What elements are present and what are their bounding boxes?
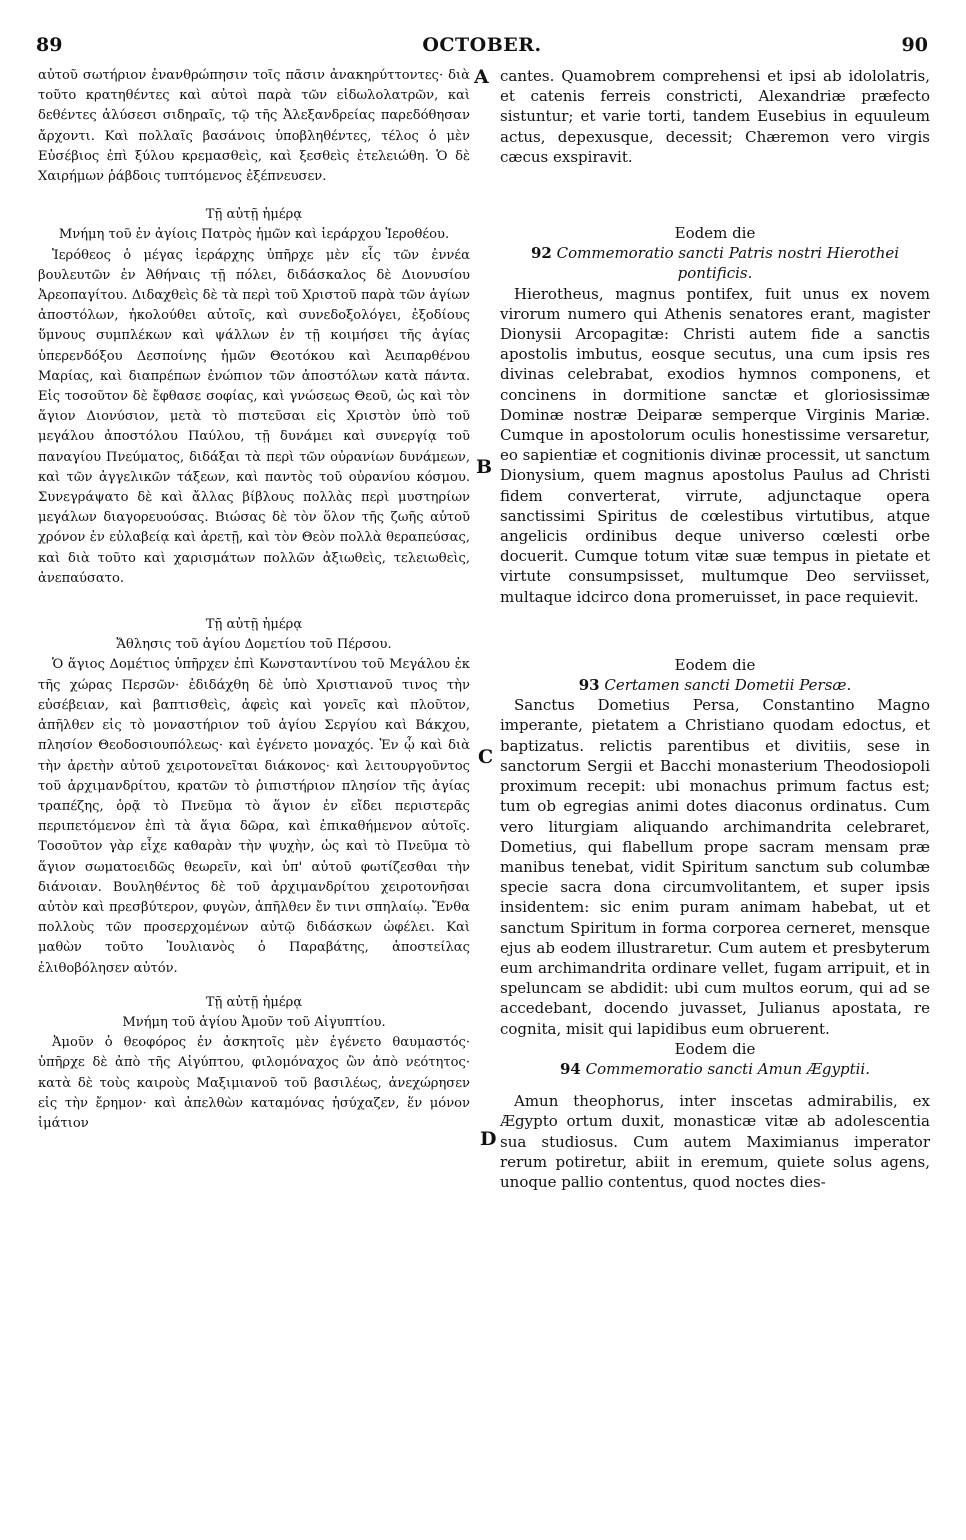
greek-paragraph-dometius: Ὁ ἅγιος Δομέτιος ὑπῆρχεν ἐπὶ Κωνσταντίνου τοῦ Μεγάλου ἐκ τῆς χώρας Περσῶν· ἐδιδάχθη δὲ ὑπὸ Χριστιανοῦ τινος τὴν εὐσέβειαν, καὶ βαπτισθεὶς, ἀφεὶς καὶ γονεῖς καὶ πλοῦτον, ἀπῆλθεν εἰς τὸ μοναστήριον τοῦ ἁγίου Σεργίου καὶ Βάκχου, πλησίον Θεοδοσιουπόλεως· καὶ ἐγένετο μοναχός. Ἐν ᾧ καὶ διὰ τὴν ἀρετὴν αὐτοῦ χειροτονεῖται διάκονος· καὶ λειτουργοῦντος τοῦ ἀρχιμανδρίτου, κρατῶν τὸ ῥιπιστήριον πλησίον τῆς ἁγίας τραπέζης, ὁρᾷ τὸ Πνεῦμα τὸ ἅγιον ἐν εἴδει περιστερᾶς περιπετόμενον ἐπὶ τὰ ἅγια δῶρα, καὶ ἐπικαθήμενον αὐτοῖς. Τοσοῦτον γὰρ εἶχε καθαρὰν τὴν ψυχὴν, ὡς καὶ τὸ Πνεῦμα τὸ ἅγιον σωματοειδῶς θεωρεῖν, καὶ ὑπ' αὐτοῦ φωτίζεσθαι τὴν διάνοιαν. Βουληθέντος δὲ τοῦ ἀρχιμανδρίτου χειροτονῆσαι αὐτὸν καὶ πρεσβύτερον, φυγὼν, ἀπῆλθεν ἔν τινι σπηλαίῳ. Ἔνθα πολλοὺς τῶν προσερχομένων αὐτῷ διδάσκων ὠφέλει. Καὶ μαθὼν τοῦτο Ἰουλιανὸς ὁ Παραβάτης, ἀποστείλας ἐλιθοβόλησεν αὐτόν. [38,657,470,976]
latin-section-title [500,675,930,695]
latin-title-text: Commemoratio sancti Patris nostri Hierothei pontificis. [556,244,900,283]
margin-letter-c: C [478,746,494,768]
greek-day-heading: Τῇ αὐτῇ ἡμέρᾳ [205,207,303,223]
page-header [36,34,928,58]
section-number: 92 [530,244,552,263]
latin-paragraph-amun: Amun theophorus, inter inscetas admirabilis, ex Ægypto ortum duxit, monasticæ vitæ ab adolescentia sua studiosus. Cum autem Maximianus imperator rerum potiretur, abiit in eremum, quiete solus agens, unoque pallio contentus, quod noctes dies- [500,1092,930,1191]
latin-section-title [500,243,930,283]
greek-section-title: Μνήμη τοῦ ἐν ἁγίοις Πατρὸς ἡμῶν καὶ ἱεράρχου Ἱεροθέου. [58,227,450,243]
latin-day-heading: Eodem die [674,1039,756,1058]
greek-paragraph-intro: αὐτοῦ σωτήριον ἐνανθρώπησιν τοῖς πᾶσιν ἀνακηρύττοντες· διὰ τοῦτο κρατηθέντες καὶ αὐτοὶ παρὰ τῶν εἰδωλολατρῶν, καὶ δεθέντες ἁλύσεσι σιδηραῖς, τῷ τῆς Ἀλεξανδρείας παρεδόθησαν ἄρχοντι. Καὶ πολλαῖς βασάνοις ὑποβληθέντες, τέλος ὁ μὲν Εὐσέβιος ἐπὶ ξύλου κρεμασθεὶς, καὶ ξεσθεὶς ἐτελειώθη. Ὁ δὲ Χαιρήμων ῥάβδοις τυπτόμενος ἐξέπνευσεν. [38,68,470,185]
section-number: 94 [559,1059,581,1078]
latin-day-heading: Eodem die [674,655,756,674]
latin-section-title [500,1059,930,1079]
latin-day-heading: Eodem die [674,224,756,243]
latin-column [500,66,930,1192]
page-number-left: 89 [36,34,63,56]
margin-letter-d: D [480,1128,497,1150]
greek-column [38,66,470,1134]
margin-letter-a: A [474,66,489,88]
greek-paragraph-amun: Ἀμοῦν ὁ θεοφόρος ἐν ἀσκητοῖς μὲν ἐγένετο θαυμαστός· ὑπῆρχε δὲ ἀπὸ τῆς Αἰγύπτου, φιλομόναχος ὢν ἀπὸ νεότητος· κατὰ δὲ τοὺς καιροὺς Μαξιμιανοῦ τοῦ βασιλέως, ἀνεχώρησεν εἰς τὴν ἔρημον· καὶ ἀπελθὼν καταμόνας ἡσύχαζεν, ἕν μόνον ἱμάτιον [38,1035,470,1131]
running-title: OCTOBER. [422,34,542,56]
section-number: 93 [578,676,600,695]
latin-title-text: Commemoratio sancti Amun Ægyptii. [585,1059,870,1078]
greek-day-heading: Τῇ αὐτῇ ἡμέρᾳ [205,994,303,1010]
latin-paragraph-dometius: Sanctus Dometius Persa, Constantino Magno imperante, pietatem a Christiano quodam edoctus, et baptizatus. relictis parentibus et divitiis, sese in sanctorum Sergii et Bacchi monasterium Theodosiopoli proximum recepit: ubi monachus primum factus est; tum ob egregias animi dotes diaconus ordinatus. Cum vero liturgiam aliquando archimandrita celebraret, Dometius, qui flabellum prope sacram mensam præ manibus tenebat, vidit Spiritum sanctum sub columbæ specie sacra dona circumvolitantem, et super ipsis insidentem: sic enim puram animam habebat, ut et sanctum Spiritum in forma corporea cerneret, mensque ejus ab eodem illustraretur. Cum autem et presbyterum eum archimandrita ordinare vellet, fugam arripuit, et in speluncam se abdidit: ubi cum multos eorum, qui ad se accedebant, docendo juvasset, Julianus apostata, re cognita, misit qui lapidibus eum obruerent. [500,696,930,1038]
greek-section-title: Ἄθλησις τοῦ ἁγίου Δομετίου τοῦ Πέρσου. [116,637,392,653]
page-number-right: 90 [901,34,928,56]
margin-letter-b: B [476,456,493,478]
greek-paragraph-hierotheus: Ἱερόθεος ὁ μέγας ἱεράρχης ὑπῆρχε μὲν εἷς τῶν ἐννέα βουλευτῶν ἐν Ἀθήναις τῇ πόλει, διδάσκαλος δὲ Διονυσίου Ἀρεοπαγίτου. Διδαχθεὶς δὲ τὰ περὶ τοῦ Χριστοῦ παρὰ τῶν ἁγίων ἀποστόλων, ἠκολούθει αὐτοῖς, καὶ συνεδοξολόγει, ἐξοδίους ὕμνους συμπλέκων καὶ ψάλλων ἐν τῇ κοιμήσει τῆς ἁγίας ὑπερενδόξου Δεσποίνης ἡμῶν Θεοτόκου καὶ Ἀειπαρθένου Μαρίας, καὶ διαπρέπων ἐνώπιον τῶν ἀποστόλων κατὰ πάντα. Εἰς τοσοῦτον δὲ ἔφθασε σοφίας, καὶ γνώσεως Θεοῦ, ὡς καὶ τὸν ἅγιον Διονύσιον, μετὰ τὸ πιστεῦσαι εἰς Χριστὸν ὑπὸ τοῦ μεγάλου ἀποστόλου Παύλου, τῇ δυνάμει καὶ συνεργίᾳ τοῦ παναγίου Πνεύματος, διδάξαι τὰ περὶ τῶν οὐρανίων δυνάμεων, καὶ τῶν ἀγγελικῶν τάξεων, καὶ παντὸς τοῦ οὐρανίου κόσμου. Συνεγράψατο δὲ καὶ ἄλλας βίβλους πολλὰς περὶ μυστηρίων μεγάλων διαγορευούσας. Βιώσας δὲ τὸν ὅλον τῆς ζωῆς αὐτοῦ χρόνον ἐν εὐλαβείᾳ καὶ ἀρετῇ, καὶ τὸν Θεὸν πολλὰ θεραπεύσας, καὶ διὰ τοῦτο καὶ χαρισμάτων πολλῶν ἀξιωθεὶς, τελειωθεὶς, ἀνεπαύσατο. [38,247,470,586]
latin-paragraph-intro: cantes. Quamobrem comprehensi et ipsi ab idololatris, et catenis ferreis constricti, Alexandriæ præfecto sistuntur; et varie torti, tandem Eusebius in equuleum actus, depexusque, decessit; Chæremon vero virgis cæcus exspiravit. [500,67,930,166]
greek-day-heading: Τῇ αὐτῇ ἡμέρᾳ [205,617,303,633]
greek-section-title: Μνήμη τοῦ ἁγίου Ἀμοῦν τοῦ Αἰγυπτίου. [122,1014,386,1030]
latin-paragraph-hierotheus: Hierotheus, magnus pontifex, fuit unus ex novem virorum numero qui Athenis senatores erant, magister Dionysii Arcopagitæ: Christi autem fide a sanctis apostolis imbutus, eosque secutus, una cum ipsis res divinas celebrabat, exodios hymnos componens, et concinens in dormitione sanctæ et gloriosissimæ Dominæ nostræ Deiparæ semperque Virginis Mariæ. Cumque in apostolorum oculis honestissime versaretur, eo sapientiæ et cognitionis divinæ processit, ut sanctum Dionysium, quem magnus apostolus Paulus ad Christi fidem converterat, virrute, adjunctaque opera sanctissimi Spiritus de cœlestibus virtutibus, atque angelicis ordinibus deque universo cœlesti orbe docuerit. Cumque totum vitæ suæ tempus in pietate et virtute consumpsisset, multumque Deo serviisset, multaque idcirco dona promeruisset, in pace requievit. [500,284,930,606]
latin-title-text: Certamen sancti Dometii Persæ. [604,676,852,695]
